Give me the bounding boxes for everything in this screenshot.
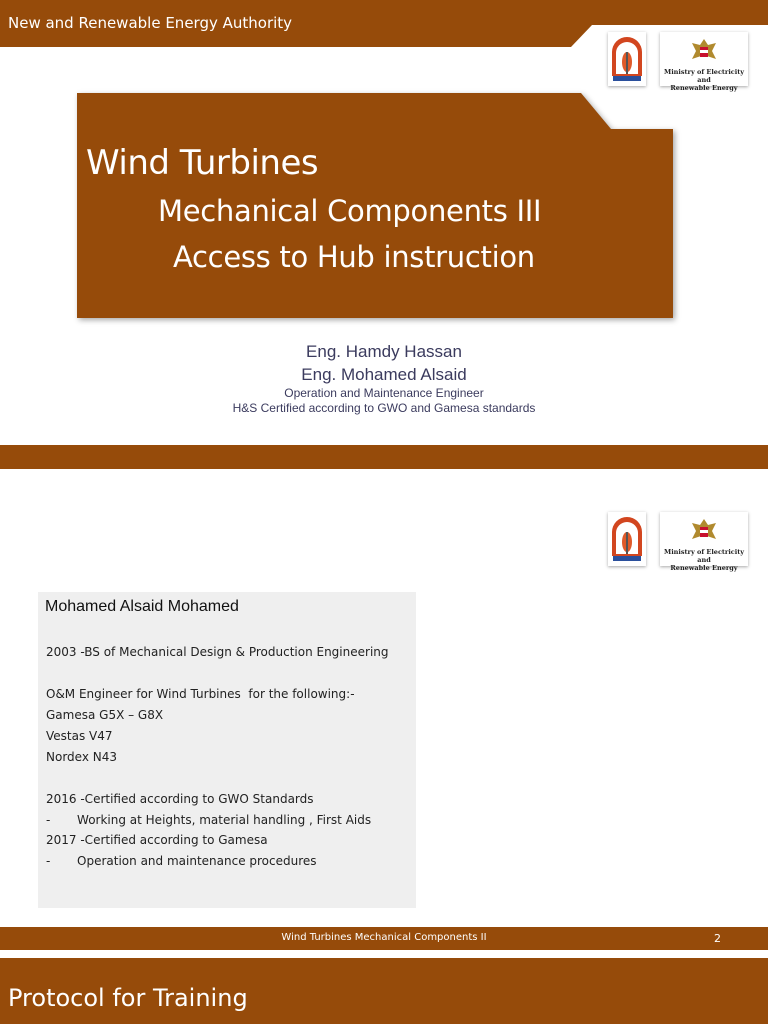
footer-caption: Wind Turbines Mechanical Components II <box>281 932 487 943</box>
bio-line: 2017 -Certified according to Gamesa <box>46 833 268 847</box>
bio-line: Gamesa G5X – G8X <box>46 708 164 722</box>
ministry-logo <box>660 32 748 92</box>
presenter-name: Eng. Mohamed Alsaid <box>301 365 467 384</box>
ministry-logo-text: Ministry of Electricity and Renewable Energy <box>664 548 744 572</box>
bio-line: - Working at Heights, material handling , First Aids <box>46 813 372 827</box>
page-number: 2 <box>714 932 721 945</box>
title-main: Wind Turbines <box>86 143 319 183</box>
authority-logo <box>608 512 646 566</box>
slide-title: Protocol for Training <box>8 984 248 1012</box>
bio-line: O&M Engineer for Wind Turbines for the following:- <box>46 687 355 701</box>
bio-line: Nordex N43 <box>46 750 117 764</box>
presenter-name: Eng. Hamdy Hassan <box>306 342 462 361</box>
bio-line: 2016 -Certified according to GWO Standards <box>46 792 314 806</box>
bio-line: - Operation and maintenance procedures <box>46 854 317 868</box>
ministry-logo <box>660 512 748 572</box>
bio-line: 2003 -BS of Mechanical Design & Production Engineering <box>46 645 389 659</box>
title-subtitle: Mechanical Components III <box>158 194 542 228</box>
presenter-certification: H&S Certified according to GWO and Gamesa standards <box>232 401 536 415</box>
slide-footer-bar <box>0 445 768 469</box>
authority-logo <box>608 32 646 86</box>
bio-line: Vestas V47 <box>46 729 113 743</box>
logo-group <box>608 512 750 572</box>
logo-group <box>608 32 750 92</box>
presenter-role: Operation and Maintenance Engineer <box>284 386 484 400</box>
bio-name: Mohamed Alsaid Mohamed <box>45 598 239 615</box>
title-subtitle-2: Access to Hub instruction <box>173 240 535 274</box>
organization-name: New and Renewable Energy Authority <box>8 14 293 32</box>
ministry-logo-text: Ministry of Electricity and Renewable Energy <box>664 68 744 92</box>
